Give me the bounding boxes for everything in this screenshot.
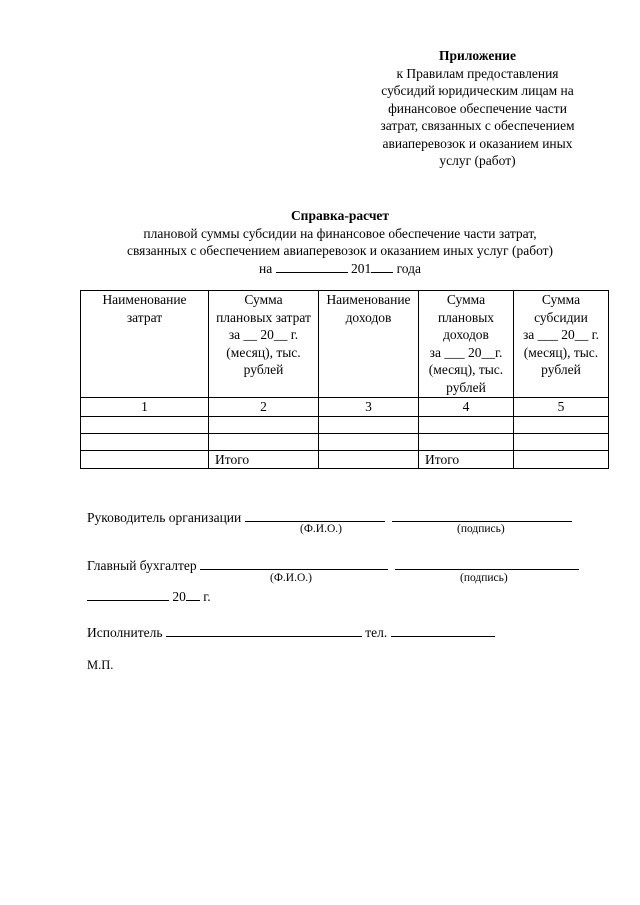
calculation-table xyxy=(80,290,609,469)
appendix-line: авиаперевозок и оказанием иных xyxy=(382,135,573,151)
appendix-line: финансовое обеспечение части xyxy=(388,100,567,116)
document-title-block xyxy=(60,207,620,277)
executor-label: Исполнитель xyxy=(87,625,163,640)
signature-date-year: 20 xyxy=(172,589,186,604)
appendix-line: субсидий юридическим лицам на xyxy=(381,83,574,98)
accountant-label: Главный бухгалтер xyxy=(87,558,197,573)
document-subtitle: связанных с обеспечением авиаперевозок и оказанием иных услуг (работ) xyxy=(126,243,554,258)
document-subtitle: плановой суммы субсидии на финансовое обеспечение части затрат, xyxy=(143,225,537,241)
executor-row xyxy=(87,624,495,641)
table-row xyxy=(81,416,609,433)
table-cell[interactable] xyxy=(419,433,514,450)
appendix-line: к Правилам предоставления xyxy=(396,65,559,81)
table-cell[interactable] xyxy=(81,416,209,433)
table-header-row xyxy=(81,291,609,398)
table-cell[interactable] xyxy=(514,433,609,450)
table-cell[interactable] xyxy=(209,433,319,450)
head-sign-caption: (подпись) xyxy=(457,523,505,535)
head-fio-field[interactable] xyxy=(245,521,385,522)
column-number: 1 xyxy=(81,398,209,417)
table-cell[interactable] xyxy=(514,416,609,433)
header-planned-income: Сумма плановых доходов за ___ 20__г. (месяц), тыс. рублей xyxy=(419,291,514,398)
date-suffix: года xyxy=(396,260,422,276)
table-total-row xyxy=(81,450,609,469)
table-cell[interactable] xyxy=(419,416,514,433)
stamp-label: М.П. xyxy=(87,658,114,672)
executor-name-field[interactable] xyxy=(166,636,362,637)
date-year: 201 xyxy=(350,260,372,276)
table-cell[interactable] xyxy=(81,450,209,469)
column-number-row xyxy=(81,398,609,417)
date-prefix: на xyxy=(258,260,273,276)
signature-year-field[interactable] xyxy=(186,600,200,601)
table-cell[interactable] xyxy=(81,433,209,450)
table-cell[interactable] xyxy=(209,416,319,433)
appendix-block xyxy=(350,47,605,170)
appendix-line: услуг (работ) xyxy=(439,153,516,168)
table-cell[interactable] xyxy=(319,416,419,433)
table-cell[interactable] xyxy=(319,450,419,469)
total-label-income: Итого xyxy=(419,450,514,469)
phone-label: тел. xyxy=(365,625,388,640)
appendix-line: затрат, связанных с обеспечением xyxy=(380,118,575,133)
header-income-name: Наименование доходов xyxy=(319,291,419,398)
header-planned-costs: Сумма плановых затрат за __ 20__ г. (месяц), тыс. рублей xyxy=(209,291,319,398)
accountant-sign-caption: (подпись) xyxy=(460,572,508,584)
accountant-fio-caption: (Ф.И.О.) xyxy=(270,572,312,584)
date-blank-field[interactable] xyxy=(276,272,348,273)
column-number: 3 xyxy=(319,398,419,417)
head-fio-caption: (Ф.И.О.) xyxy=(300,523,342,535)
table-row xyxy=(81,433,609,450)
column-number: 5 xyxy=(514,398,609,417)
column-number: 4 xyxy=(419,398,514,417)
table-cell[interactable] xyxy=(514,450,609,469)
signature-date-field[interactable] xyxy=(87,600,169,601)
signature-date-suffix: г. xyxy=(203,589,211,604)
head-signature-field[interactable] xyxy=(392,521,572,522)
header-cost-name: Наименование затрат xyxy=(81,291,209,398)
document-date-line xyxy=(60,260,620,278)
document-title: Справка-расчет xyxy=(290,208,390,223)
phone-field[interactable] xyxy=(391,636,495,637)
year-blank-field[interactable] xyxy=(371,272,393,273)
header-subsidy-sum: Сумма субсидии за ___ 20__ г. (месяц), тыс. рублей xyxy=(514,291,609,398)
accountant-signature-field[interactable] xyxy=(395,569,579,570)
column-number: 2 xyxy=(209,398,319,417)
total-label-costs: Итого xyxy=(209,450,319,469)
head-label: Руководитель организации xyxy=(87,510,242,525)
accountant-fio-field[interactable] xyxy=(200,569,388,570)
appendix-title: Приложение xyxy=(439,48,516,63)
signature-date-row xyxy=(87,588,211,605)
table-cell[interactable] xyxy=(319,433,419,450)
